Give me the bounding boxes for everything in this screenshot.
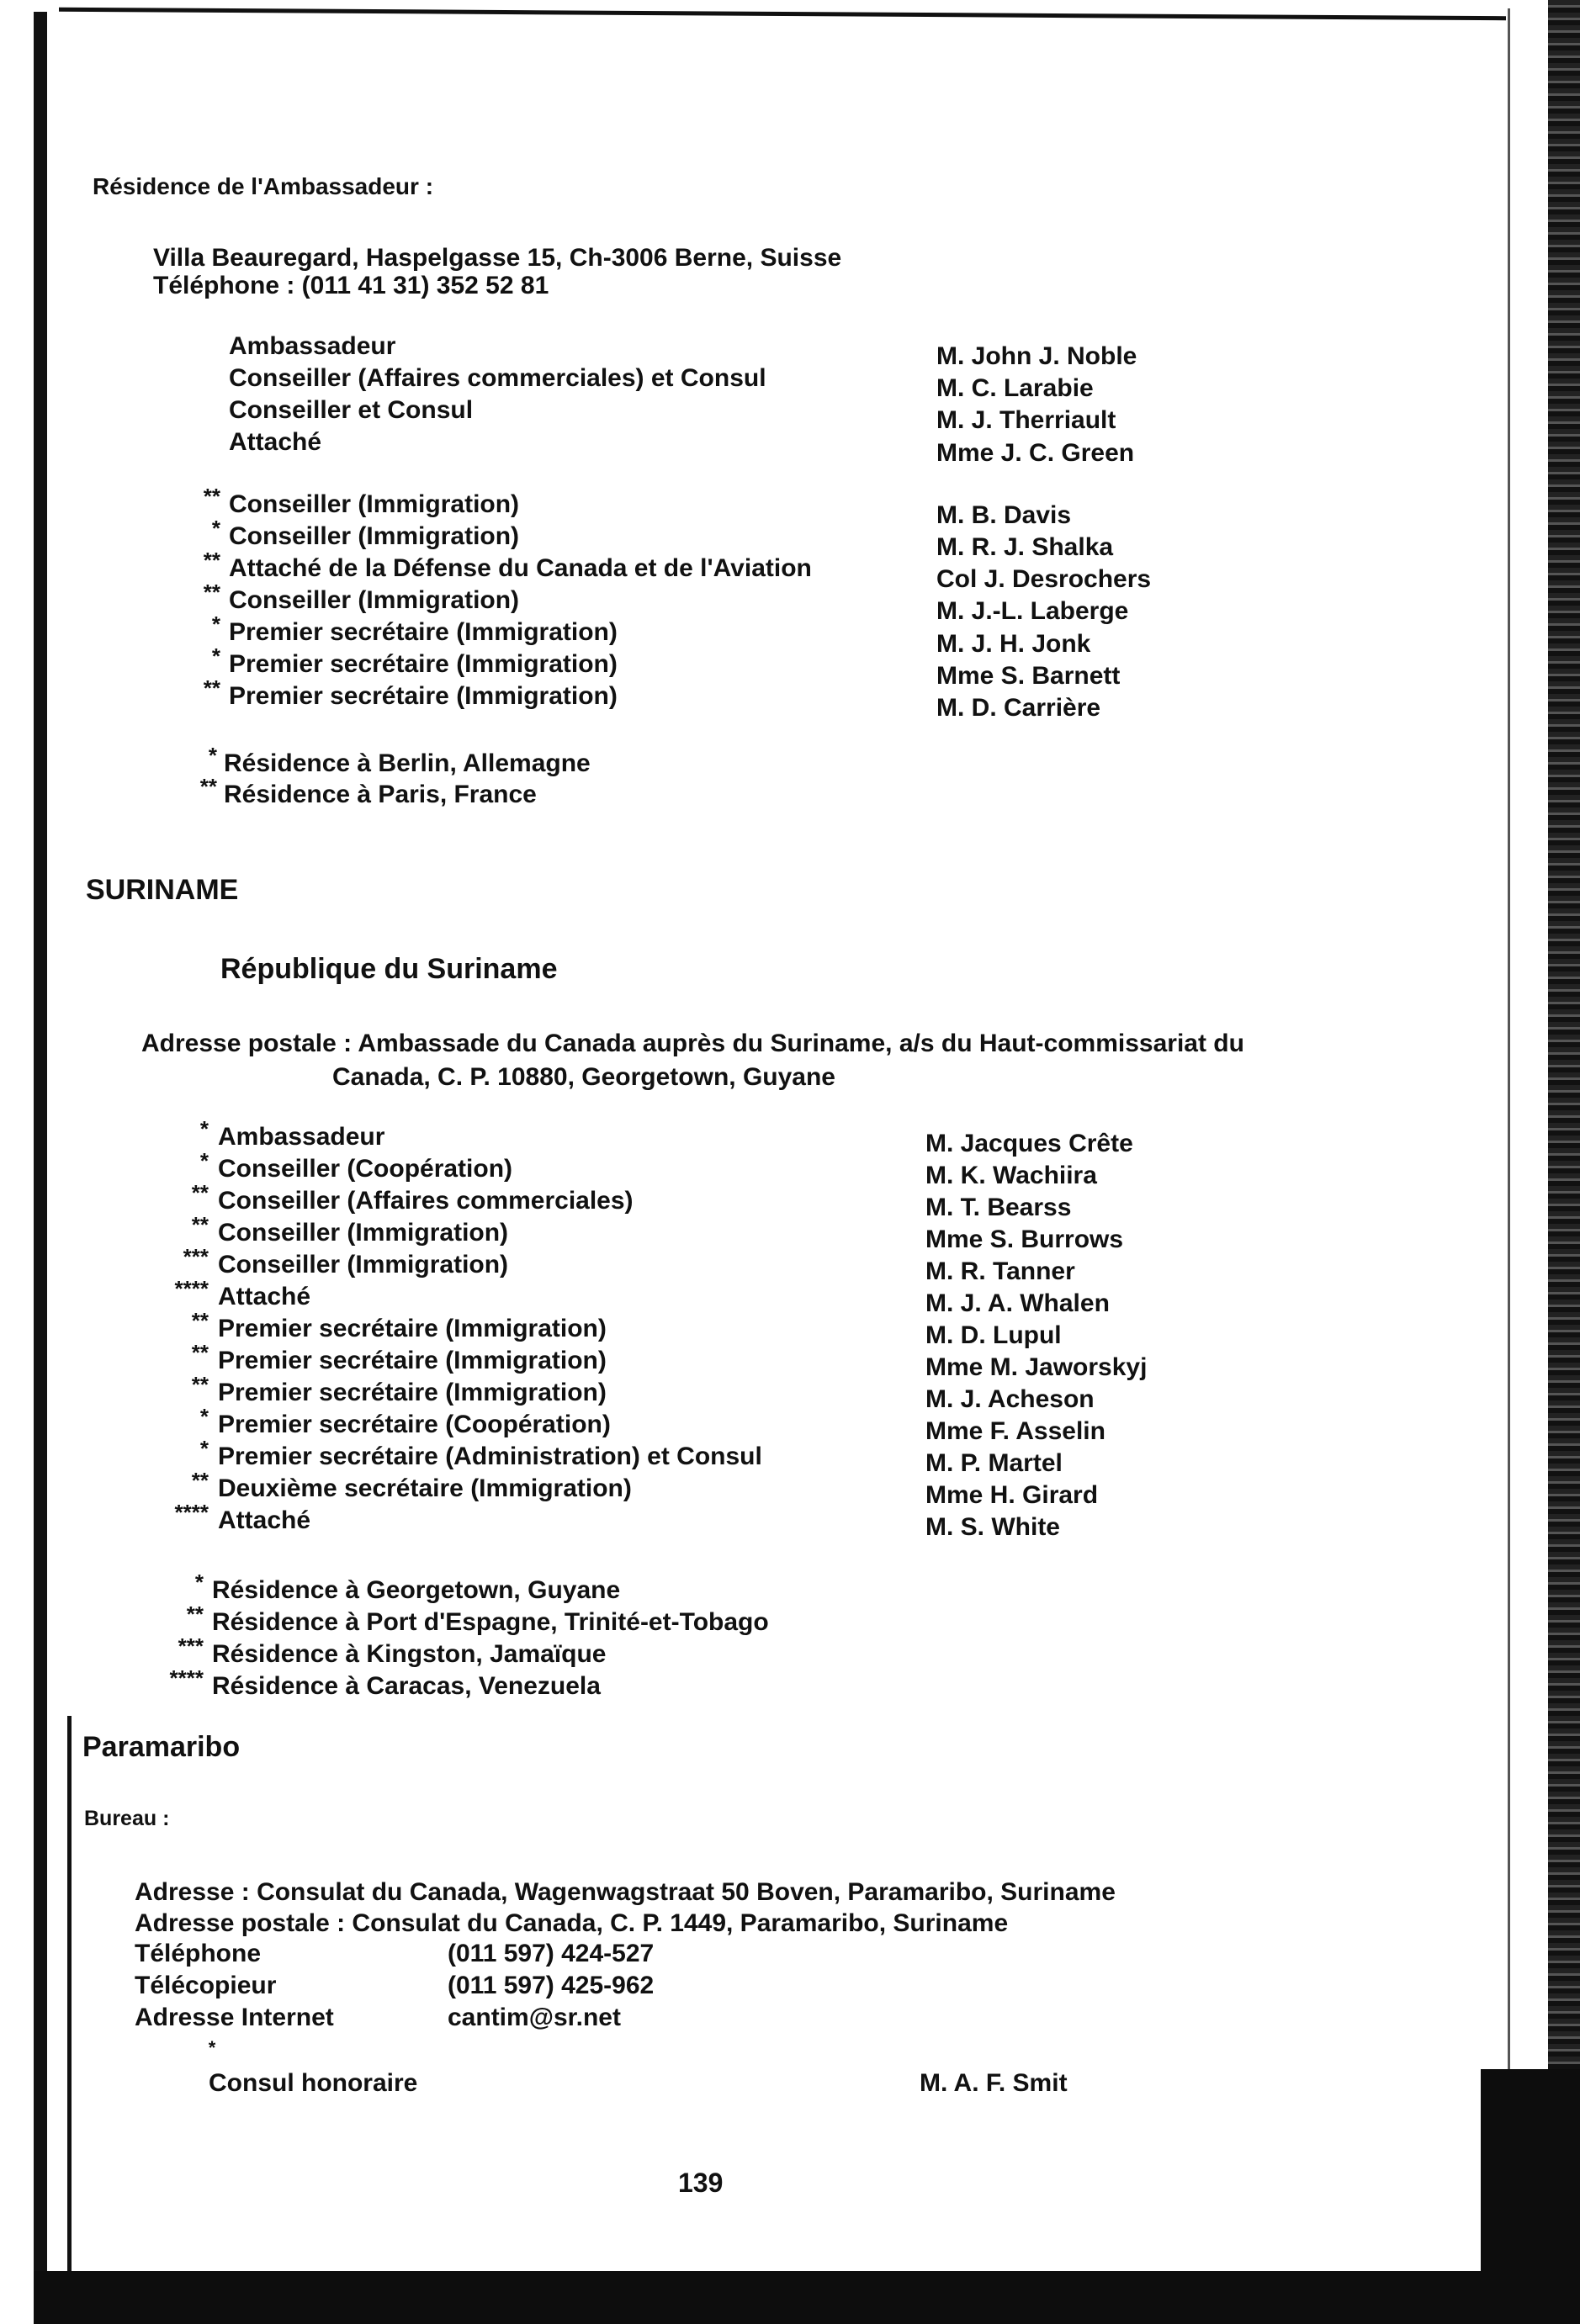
residence-staff-title: Attaché (229, 428, 322, 456)
scan-right-edge (1548, 0, 1580, 2086)
residence-heading: Résidence de l'Ambassadeur : (93, 173, 434, 199)
suriname-staff-name: Mme S. Burrows (925, 1226, 1124, 1253)
residence-staff-title: Ambassadeur (229, 332, 396, 360)
suriname-note-text: Résidence à Georgetown, Guyane (212, 1576, 621, 1604)
suriname-staff-title: Conseiller (Immigration) (218, 1219, 509, 1247)
suriname-staff-name: M. J. Acheson (925, 1385, 1095, 1413)
suriname-staff-title: Deuxième secrétaire (Immigration) (218, 1474, 632, 1502)
suriname-staff-title: Conseiller (Affaires commerciales) (218, 1187, 634, 1215)
suriname-staff-name: M. T. Bearss (925, 1194, 1072, 1221)
suriname-staff-name: M. P. Martel (925, 1449, 1063, 1477)
residence-staff-title: Conseiller (Immigration) (229, 586, 520, 614)
residence-staff-title: Premier secrétaire (Immigration) (229, 618, 618, 646)
residence-staff-name: M. R. J. Shalka (936, 533, 1114, 561)
suriname-staff-mark: ** (191, 1340, 209, 1365)
residence-staff-mark: * (211, 516, 220, 541)
bureau-address: Adresse : Consulat du Canada, Wagenwagstraat 50 Boven, Paramaribo, Suriname (135, 1878, 1116, 1906)
consul-mark: * (208, 2037, 216, 2058)
residence-staff-name: M. J. Therriault (936, 406, 1116, 435)
residence-note-mark: * (208, 743, 217, 768)
residence-phone: Téléphone : (011 41 31) 352 52 81 (153, 272, 549, 299)
residence-staff-mark: ** (203, 484, 220, 509)
republic-heading: République du Suriname (220, 953, 558, 985)
residence-staff-name: M. J. H. Jonk (936, 629, 1091, 658)
suriname-staff-title: Premier secrétaire (Immigration) (218, 1347, 607, 1374)
residence-staff-name: Mme J. C. Green (936, 438, 1135, 467)
suriname-staff-mark: *** (183, 1244, 209, 1269)
internet-label: Adresse Internet (135, 2004, 334, 2031)
suriname-staff-name: Mme F. Asselin (925, 1417, 1105, 1445)
suriname-staff-name: M. J. A. Whalen (925, 1289, 1110, 1317)
scan-right-edge-inner (1508, 8, 1510, 2229)
suriname-staff-name: M. K. Wachiira (925, 1162, 1097, 1189)
scan-left-edge (34, 12, 47, 2316)
residence-staff-title: Conseiller (Immigration) (229, 490, 520, 518)
phone-value: (011 597) 424-527 (448, 1940, 655, 1967)
residence-staff-mark: * (211, 611, 220, 637)
residence-staff-title: Premier secrétaire (Immigration) (229, 650, 618, 678)
suriname-staff-mark: * (199, 1404, 209, 1429)
city-heading: Paramaribo (82, 1731, 241, 1763)
suriname-staff-mark: * (199, 1148, 209, 1173)
fax-value: (011 597) 425-962 (448, 1972, 655, 1999)
suriname-staff-mark: * (199, 1436, 209, 1461)
suriname-note-mark: *** (178, 1633, 204, 1659)
suriname-note-mark: * (194, 1570, 204, 1595)
residence-address: Villa Beauregard, Haspelgasse 15, Ch-3006 Berne, Suisse (153, 244, 842, 272)
suriname-staff-mark: **** (174, 1500, 209, 1525)
scan-bottom-edge (34, 2271, 1580, 2324)
suriname-staff-title: Premier secrétaire (Administration) et Consul (218, 1443, 762, 1470)
suriname-note-text: Résidence à Kingston, Jamaïque (212, 1640, 607, 1668)
suriname-note-mark: ** (186, 1601, 204, 1627)
suriname-staff-mark: **** (174, 1276, 209, 1301)
suriname-staff-mark: ** (191, 1372, 209, 1397)
residence-staff-name: Mme S. Barnett (936, 661, 1121, 690)
suriname-staff-name: Mme H. Girard (925, 1481, 1099, 1509)
suriname-staff-name: M. R. Tanner (925, 1257, 1075, 1285)
suriname-staff-name: M. S. White (925, 1513, 1060, 1541)
suriname-staff-title: Conseiller (Immigration) (218, 1251, 509, 1278)
residence-staff-mark: ** (203, 580, 220, 605)
residence-staff-title: Premier secrétaire (Immigration) (229, 682, 618, 710)
fax-label: Télécopieur (135, 1972, 277, 1999)
page-number: 139 (678, 2168, 724, 2198)
suriname-staff-title: Conseiller (Coopération) (218, 1155, 513, 1183)
residence-staff-title: Conseiller (Affaires commerciales) et Consul (229, 364, 766, 392)
residence-staff-name: M. John J. Noble (936, 342, 1137, 370)
consul-title: Consul honoraire (209, 2069, 418, 2097)
postal-address-line1: Adresse postale : Ambassade du Canada auprès du Suriname, a/s du Haut-commissariat du (141, 1030, 1244, 1057)
suriname-note-text: Résidence à Caracas, Venezuela (212, 1672, 601, 1700)
residence-note-text: Résidence à Paris, France (224, 781, 537, 808)
suriname-staff-title: Attaché (218, 1506, 311, 1534)
bureau-heading: Bureau : (84, 1807, 170, 1830)
suriname-staff-name: M. D. Lupul (925, 1321, 1062, 1349)
scan-corner-shadow (1481, 2069, 1580, 2271)
suriname-staff-title: Ambassadeur (218, 1123, 385, 1151)
residence-note-text: Résidence à Berlin, Allemagne (224, 749, 591, 777)
suriname-staff-mark: ** (191, 1308, 209, 1333)
country-heading: SURINAME (86, 874, 239, 906)
suriname-staff-mark: ** (191, 1180, 209, 1205)
suriname-staff-title: Premier secrétaire (Coopération) (218, 1411, 611, 1438)
residence-staff-name: Col J. Desrochers (936, 565, 1152, 594)
residence-staff-name: M. B. Davis (936, 500, 1072, 529)
bureau-postal-address: Adresse postale : Consulat du Canada, C. P. 1449, Paramaribo, Suriname (135, 1909, 1009, 1937)
suriname-staff-name: M. Jacques Crête (925, 1130, 1133, 1157)
suriname-staff-title: Premier secrétaire (Immigration) (218, 1379, 607, 1406)
residence-staff-mark: ** (203, 548, 220, 573)
scan-top-edge (59, 8, 1506, 40)
residence-staff-name: M. J.-L. Laberge (936, 597, 1129, 626)
residence-note-mark: ** (199, 774, 217, 799)
residence-staff-name: M. C. Larabie (936, 374, 1094, 403)
suriname-staff-title: Premier secrétaire (Immigration) (218, 1315, 607, 1342)
residence-staff-title: Conseiller (Immigration) (229, 522, 520, 550)
consul-name: M. A. F. Smit (920, 2069, 1068, 2097)
suriname-note-text: Résidence à Port d'Espagne, Trinité-et-Tobago (212, 1608, 769, 1636)
residence-staff-title: Attaché de la Défense du Canada et de l'Aviation (229, 554, 812, 582)
suriname-staff-mark: ** (191, 1468, 209, 1493)
suriname-note-mark: **** (169, 1665, 204, 1691)
residence-staff-title: Conseiller et Consul (229, 396, 474, 424)
residence-staff-mark: ** (203, 675, 220, 701)
scan-left-edge-inner (67, 1716, 72, 2305)
residence-staff-name: M. D. Carrière (936, 694, 1101, 722)
postal-address-line2: Canada, C. P. 10880, Georgetown, Guyane (332, 1063, 835, 1091)
suriname-staff-mark: * (199, 1116, 209, 1141)
suriname-staff-title: Attaché (218, 1283, 311, 1310)
suriname-staff-name: Mme M. Jaworskyj (925, 1353, 1148, 1381)
internet-value: cantim@sr.net (448, 2004, 621, 2031)
phone-label: Téléphone (135, 1940, 262, 1967)
suriname-staff-mark: ** (191, 1212, 209, 1237)
residence-staff-mark: * (211, 643, 220, 669)
